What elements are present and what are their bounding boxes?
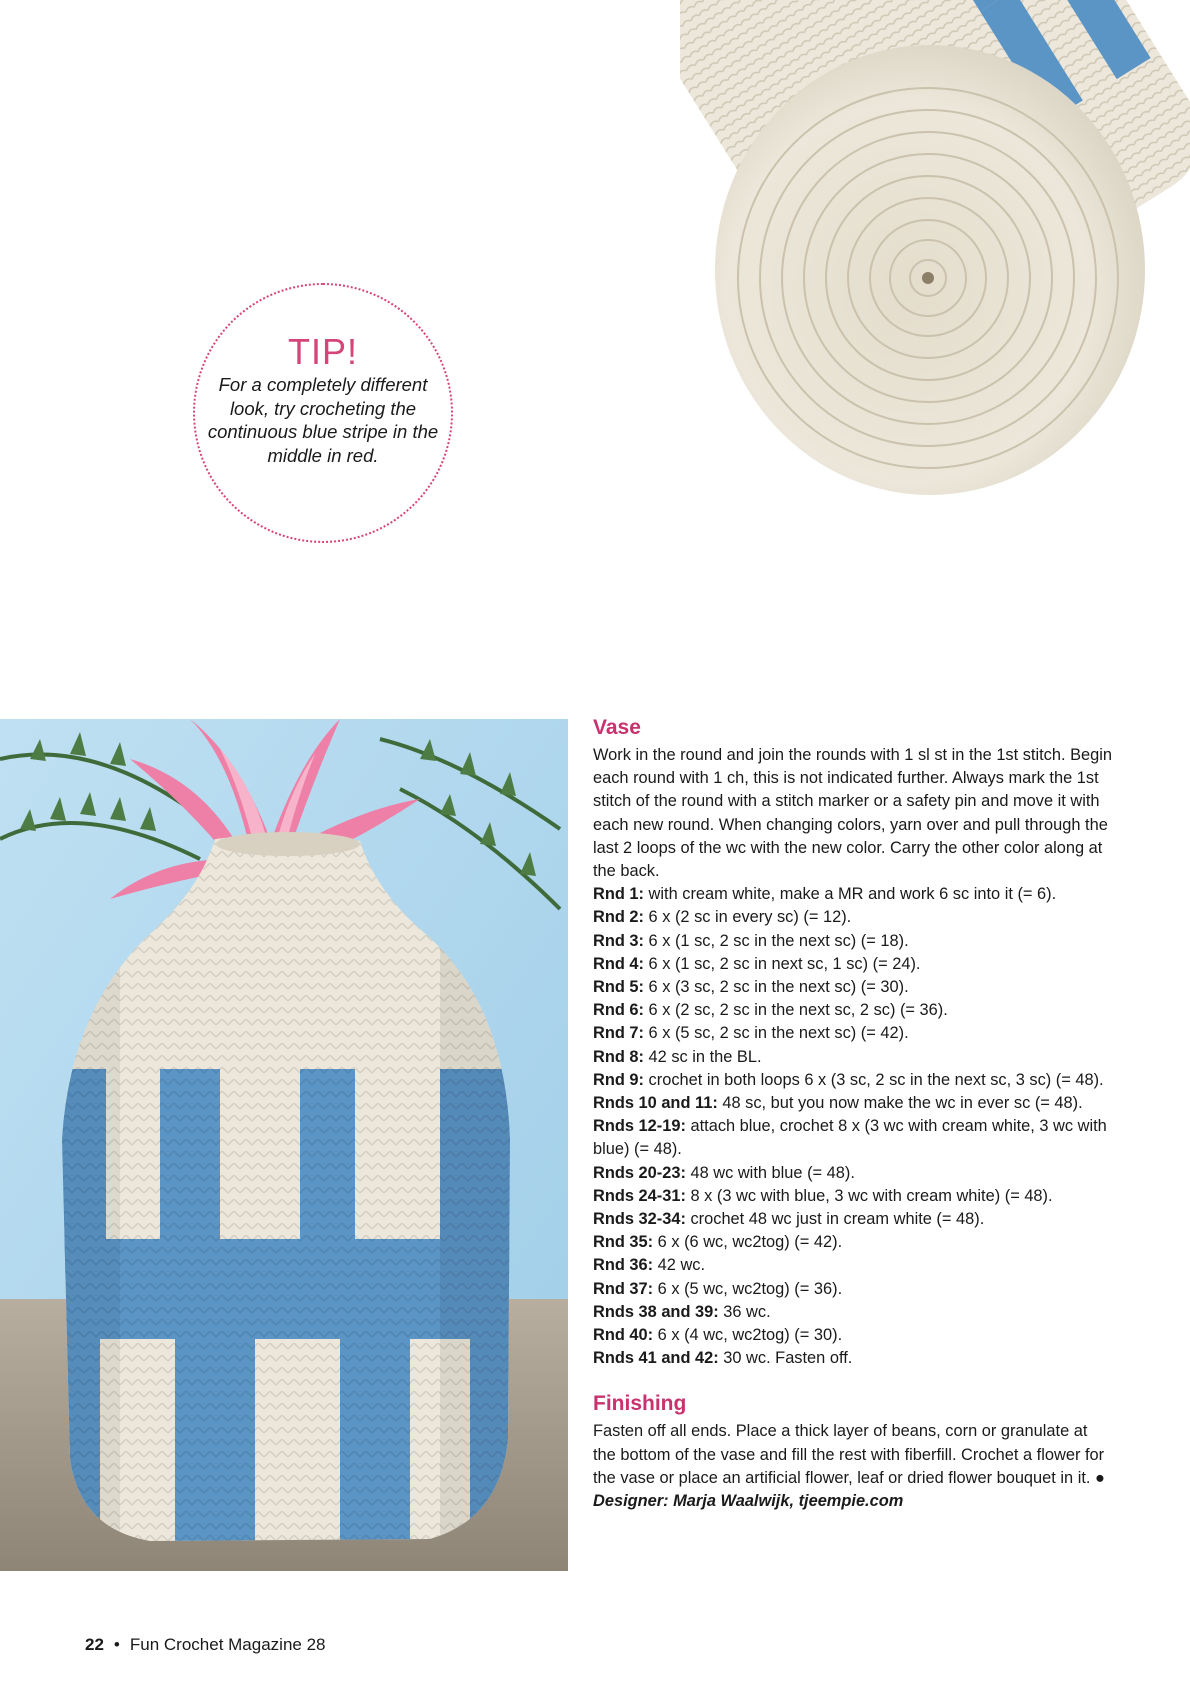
- round-text: 6 x (2 sc, 2 sc in the next sc, 2 sc) (= 36).: [644, 1001, 948, 1020]
- round-text: 36 wc.: [718, 1302, 771, 1321]
- round-item: [593, 1092, 1113, 1115]
- round-text: 6 x (5 sc, 2 sc in the next sc) (= 42).: [644, 1024, 909, 1043]
- page-footer: [85, 1635, 325, 1655]
- round-item: [593, 930, 1113, 953]
- round-label: Rnds 32-34:: [593, 1210, 686, 1229]
- round-label: Rnds 20-23:: [593, 1163, 686, 1182]
- round-item: [593, 1347, 1113, 1370]
- rounds-list: [593, 883, 1113, 1370]
- round-text: 6 x (2 sc in every sc) (= 12).: [644, 908, 852, 927]
- round-item: [593, 999, 1113, 1022]
- round-item: [593, 1185, 1113, 1208]
- footer-separator: •: [113, 1635, 120, 1654]
- finishing-heading: Finishing: [593, 1392, 687, 1416]
- round-item: [593, 906, 1113, 929]
- round-text: 48 wc with blue (= 48).: [685, 1163, 855, 1182]
- round-item: [593, 1301, 1113, 1324]
- round-label: Rnds 12-19:: [593, 1117, 686, 1136]
- round-text: 42 sc in the BL.: [644, 1047, 762, 1066]
- round-item: [593, 1278, 1113, 1301]
- round-label: Rnd 5:: [593, 978, 644, 997]
- round-label: Rnd 37:: [593, 1279, 654, 1298]
- round-text: 6 x (4 wc, wc2tog) (= 30).: [653, 1326, 843, 1345]
- round-label: Rnd 1:: [593, 885, 644, 904]
- round-label: Rnds 38 and 39:: [593, 1302, 719, 1321]
- round-label: Rnds 41 and 42:: [593, 1349, 719, 1368]
- crochet-base-photo: [680, 0, 1190, 500]
- round-label: Rnd 40:: [593, 1326, 654, 1345]
- round-item: [593, 953, 1113, 976]
- round-label: Rnds 24-31:: [593, 1186, 686, 1205]
- round-item: [593, 1115, 1113, 1161]
- tip-text: For a completely different look, try crocheting the continuous blue stripe in the middle in red.: [207, 374, 439, 466]
- designer-credit: Designer: Marja Waalwijk, tjeempie.com: [593, 1492, 904, 1511]
- round-text: 42 wc.: [653, 1256, 706, 1275]
- round-item: [593, 1069, 1113, 1092]
- round-item: [593, 1231, 1113, 1254]
- round-text: 6 x (3 sc, 2 sc in the next sc) (= 30).: [644, 978, 909, 997]
- round-label: Rnd 2:: [593, 908, 644, 927]
- page-number: 22: [85, 1635, 104, 1654]
- round-label: Rnd 3:: [593, 931, 644, 950]
- vase-photo: [0, 719, 568, 1571]
- round-text: 48 sc, but you now make the wc in ever sc (= 48).: [717, 1094, 1083, 1113]
- finishing-text: Fasten off all ends. Place a thick layer of beans, corn or granulate at the bottom of the vase and fill the rest with fiberfill. Crochet a flower for the vase or place an artificial flower, leaf or dried flower bouquet in it. ●: [593, 1422, 1105, 1487]
- round-item: [593, 1324, 1113, 1347]
- round-text: 6 x (5 wc, wc2tog) (= 36).: [653, 1279, 843, 1298]
- pattern-instructions: [593, 714, 1113, 1513]
- round-text: 8 x (3 wc with blue, 3 wc with cream white) (= 48).: [685, 1186, 1053, 1205]
- round-label: Rnd 36:: [593, 1256, 654, 1275]
- round-text: 6 x (1 sc, 2 sc in the next sc) (= 18).: [644, 931, 909, 950]
- round-label: Rnd 7:: [593, 1024, 644, 1043]
- round-text: 30 wc. Fasten off.: [718, 1349, 853, 1368]
- vase-intro: Work in the round and join the rounds with 1 sl st in the 1st stitch. Begin each round with 1 ch, this is not indicated further. Always mark the 1st stitch of the round with a stitch marker or a safety pin and move it with each new round. When changing colors, yarn over and pull through the last 2 loops of the wc with the new color. Carry the other color along at the back.: [593, 746, 1113, 881]
- round-label: Rnds 10 and 11:: [593, 1094, 718, 1113]
- round-text: with cream white, make a MR and work 6 sc into it (= 6).: [644, 885, 1057, 904]
- magazine-title: Fun Crochet Magazine 28: [129, 1635, 326, 1654]
- tip-title: TIP!: [287, 331, 358, 372]
- round-text: 6 x (1 sc, 2 sc in next sc, 1 sc) (= 24).: [644, 954, 921, 973]
- round-item: [593, 1046, 1113, 1069]
- round-label: Rnd 6:: [593, 1001, 644, 1020]
- round-label: Rnd 9:: [593, 1070, 644, 1089]
- round-item: [593, 883, 1113, 906]
- round-label: Rnd 35:: [593, 1233, 654, 1252]
- round-text: 6 x (6 wc, wc2tog) (= 42).: [653, 1233, 843, 1252]
- round-label: Rnd 8:: [593, 1047, 644, 1066]
- round-item: [593, 1022, 1113, 1045]
- round-item: [593, 1254, 1113, 1277]
- round-text: attach blue, crochet 8 x (3 wc with cream white, 3 wc with blue) (= 48).: [593, 1117, 1107, 1159]
- round-item: [593, 1208, 1113, 1231]
- vase-heading: Vase: [593, 716, 641, 739]
- round-item: [593, 1162, 1113, 1185]
- tip-callout: [193, 283, 453, 543]
- round-text: crochet 48 wc just in cream white (= 48).: [685, 1210, 985, 1229]
- round-label: Rnd 4:: [593, 954, 644, 973]
- round-item: [593, 976, 1113, 999]
- round-text: crochet in both loops 6 x (3 sc, 2 sc in the next sc, 3 sc) (= 48).: [644, 1070, 1104, 1089]
